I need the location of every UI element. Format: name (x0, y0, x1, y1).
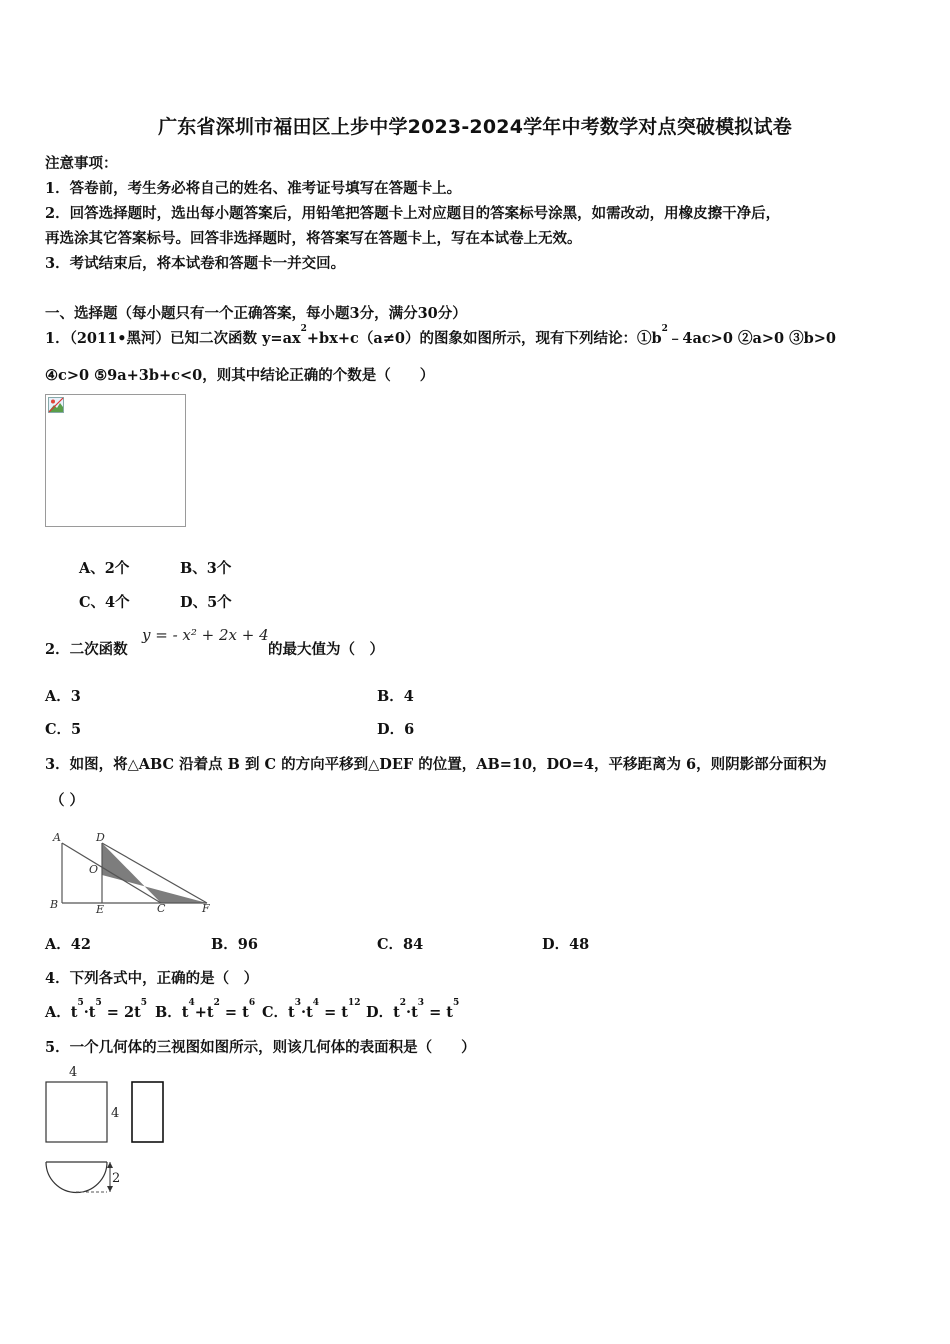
q4-option-c: C．$t^3\cdot t^4 = t^{12}$ (262, 998, 361, 1021)
question-1-line-1: 1．（2011•黑河）已知二次函数 $y=ax^2+bx+c(a\ne 0)$的图象如图所示，现有下列结论：$①b^2﹣4ac>0$ ②a>0 ③b>0 (45, 324, 837, 347)
notes-heading: 注意事项： (45, 155, 118, 172)
front-view (46, 1082, 107, 1142)
q4-option-d: D．$t^2\cdot t^3 = t^5$ (366, 998, 460, 1021)
q1-option-c: C、4个 (79, 594, 130, 611)
question-3-line-1: 3．如图，将△ABC 沿着点 B 到 C 的方向平移到△DEF 的位置，AB=10，DO=4，平移距离为 6，则阴影部分面积为 (45, 756, 827, 773)
dim-side: 4 (111, 1106, 120, 1121)
label-f: F (202, 902, 210, 915)
section-heading: 一、选择题（每小题只有一个正确答案，每小题3分，满分30分） (45, 305, 467, 322)
label-b: B (50, 898, 59, 911)
question-1-graph-placeholder (45, 394, 186, 527)
question-4-stem: 4．下列各式中，正确的是（ ） (45, 970, 259, 987)
question-5-stem: 5．一个几何体的三视图如图所示，则该几何体的表面积是（ ） (45, 1039, 476, 1056)
q4-option-a: A．$t^5\cdot t^5 = 2t^5$ (45, 998, 148, 1021)
question-1-line-2: ④c>0 ⑤9a+3b+c<0，则其中结论正确的个数是（ ） (45, 367, 435, 384)
q4-option-b: B．$t^4+t^2 = t^6$ (155, 998, 256, 1021)
q1-option-d: D、5个 (180, 594, 232, 611)
question-3-triangle-figure (44, 828, 224, 916)
notes-item: 1．答卷前，考生务必将自己的姓名、准考证号填写在答题卡上。 (45, 180, 462, 197)
label-o: O (89, 863, 99, 876)
label-e: E (96, 903, 105, 916)
question-5-three-views-figure (40, 1060, 180, 1200)
q2-option-d: D．6 (377, 721, 415, 738)
dim-top: 4 (69, 1065, 78, 1080)
label-d: D (96, 831, 105, 844)
question-3-line-2: （ ） (50, 792, 85, 809)
q3-option-d: D．48 (542, 936, 590, 953)
question-2-formula: y = - x² + 2x + 4 (142, 626, 269, 644)
notes-item: 再选涂其它答案标号。回答非选择题时，将答案写在答题卡上，写在本试卷上无效。 (45, 230, 582, 247)
top-view (46, 1162, 107, 1192)
side-view (132, 1082, 163, 1142)
q3-option-c: C．84 (377, 936, 424, 953)
notes-item: 3．考试结束后，将本试卷和答题卡一并交回。 (45, 255, 346, 272)
dim-bottom: 2 (112, 1171, 121, 1186)
q1-option-a: A、2个 (79, 560, 130, 577)
question-2-suffix: 的最大值为（ ） (268, 641, 384, 658)
q3-option-b: B．96 (211, 936, 258, 953)
label-c: C (157, 902, 166, 915)
q2-option-b: B．4 (377, 688, 414, 705)
q2-option-c: C．5 (45, 721, 82, 738)
q2-option-a: A．3 (45, 688, 81, 705)
q3-option-a: A．42 (45, 936, 91, 953)
broken-image-icon (48, 397, 64, 413)
q1-option-b: B、3个 (180, 560, 232, 577)
notes-item: 2．回答选择题时，选出每小题答案后，用铅笔把答题卡上对应题目的答案标号涂黑，如需改动，用橡皮擦干净后， (45, 205, 781, 222)
question-2-prefix: 2．二次函数 (45, 641, 128, 658)
page-title: 广东省深圳市福田区上步中学2023-2024学年中考数学对点突破模拟试卷 (158, 116, 792, 138)
label-a: A (53, 831, 61, 844)
